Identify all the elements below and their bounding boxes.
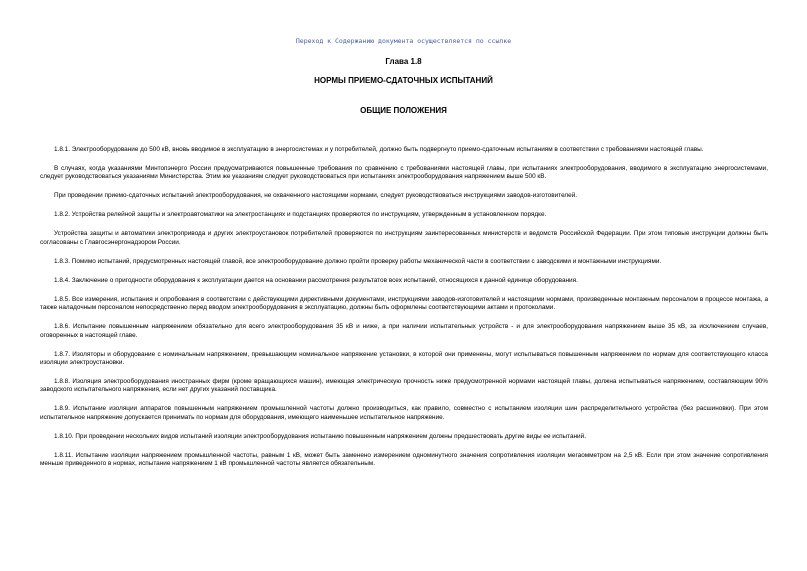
paragraph: Устройства защиты и автоматики электропривода и других электроустановок потребителей проверяются по инструкциям заинтересованных министерств и ведомств Российской Федерации. При этом типовые инструкции должны быть согласованы с Главгосэнергонадзором России. xyxy=(40,230,768,246)
contents-link[interactable]: Переход к Содержанию документа осуществляется по ссылке xyxy=(295,37,512,45)
paragraph: 1.8.6. Испытание повышенным напряжением обязательно для всего электрооборудования 35 кВ и ниже, а при наличии испытательных устройств - и для электрооборудования напряжением выше 35 кВ, за исключением случаев, оговоренных в настоящей главе. xyxy=(40,323,768,339)
paragraph: 1.8.2. Устройства релейной защиты и электроавтоматики на электростанциях и подстанциях проверяются по инструкциям, утвержденным в установленном порядке. xyxy=(54,211,547,219)
paragraph: 1.8.7. Изоляторы и оборудование с номинальным напряжением, превышающим номинальное напряжение установки, в которой они применены, могут испытываться повышенным напряжением по нормам для соответствующего класса изоляции электроустановки. xyxy=(40,350,768,367)
section-heading: ОБЩИЕ ПОЛОЖЕНИЯ xyxy=(360,106,447,115)
paragraph: 1.8.1. Электрооборудование до 500 кВ, вновь вводимое в эксплуатацию в энергосистемах и у потребителей, должно быть подвергнуто приемо-сдаточным испытаниям в соответствии с требованиями настоящей главы. xyxy=(54,146,704,153)
paragraph: В случаях, когда указаниями Минтопэнерго России предусматриваются повышенные требования по сравнению с требованиями настоящей главы, при испытаниях электрооборудования, вводимого в эксплуатацию энергосистемами, следует руководствоваться указаниями Министерства. Этим же указаниям следует руководствоваться при испытаниях электрооборудования напряжением выше 500 кВ. xyxy=(40,165,768,181)
paragraph: 1.8.8. Изоляция электрооборудования иностранных фирм (кроме вращающихся машин), имеющая электрическую прочность ниже предусмотренной нормами настоящей главы, должна испытываться напряжением, составляющим 90% заводского испытательного напряжения, если нет других указаний поставщика. xyxy=(40,378,768,394)
paragraph: 1.8.5. Все измерения, испытания и опробования в соответствии с действующими директивными документами, инструкциями заводов-изготовителей и настоящими нормами, произведенные монтажным персоналом в процессе монтажа, а также наладочным персоналом непосредственно перед вводом электрооборудования в эксплуатацию, должны быть оформлены соответствующими актами и протоколами. xyxy=(40,295,768,312)
document-body xyxy=(40,146,768,479)
paragraph: 1.8.10. При проведении нескольких видов испытаний изоляции электрооборудования испытанию повышенным напряжением должны предшествовать другие виды ее испытаний. xyxy=(54,432,586,440)
chapter-title: НОРМЫ ПРИЕМО-СДАТОЧНЫХ ИСПЫТАНИЙ xyxy=(314,76,493,85)
paragraph: 1.8.11. Испытание изоляции напряжением промышленной частоты, равным 1 кВ, может быть заменено измерением одноминутного значения сопротивления изоляции мегаомметром на 2,5 кВ. Если при этом значение сопротивления меньше приведенного в нормах, испытание напряжением 1 кВ промышленной частоты является обязательным. xyxy=(40,451,768,468)
paragraph: При проведении приемо-сдаточных испытаний электрооборудования, не охваченного настоящими нормами, следует руководствоваться инструкциями заводов-изготовителей. xyxy=(54,192,578,200)
paragraph: 1.8.9. Испытание изоляции аппаратов повышенным напряжением промышленной частоты должно производиться, как правило, совместно с испытанием изоляции шин распределительного устройства (без расшиновки). При этом испытательное напряжение допускается принимать по нормам для оборудования, имеющего наименьшее испытательное напряжение. xyxy=(40,405,768,421)
chapter-heading: Глава 1.8 xyxy=(385,57,422,66)
paragraph: 1.8.4. Заключение о пригодности оборудования к эксплуатации дается на основании рассмотрения результатов всех испытаний, относящихся к данной единице оборудования. xyxy=(54,276,578,284)
paragraph: 1.8.3. Помимо испытаний, предусмотренных настоящей главой, все электрооборудование должно пройти проверку работы механической части в соответствии с заводскими и монтажными инструкциями. xyxy=(54,257,662,265)
